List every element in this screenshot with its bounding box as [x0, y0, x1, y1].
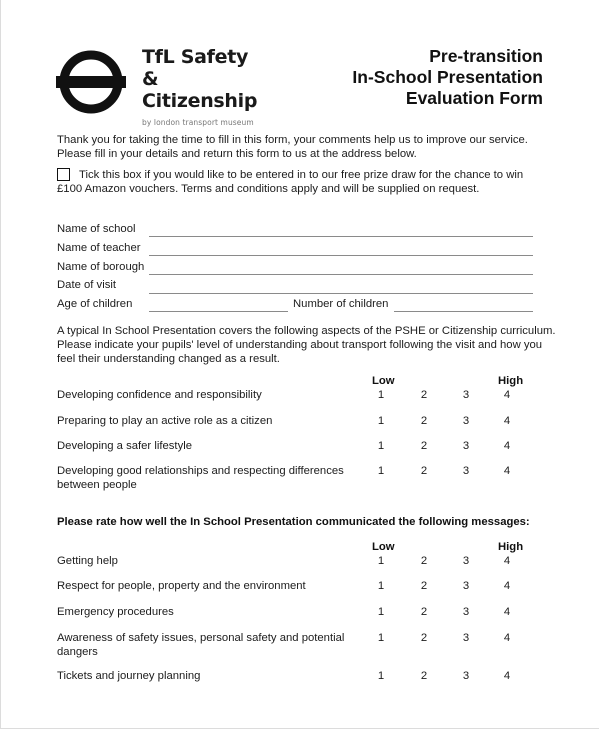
rating-4[interactable]: 4 [503, 389, 511, 401]
rating-1[interactable]: 1 [377, 670, 385, 682]
rating-3[interactable]: 3 [462, 670, 470, 682]
rating-3[interactable]: 3 [462, 440, 470, 452]
date-input[interactable] [149, 293, 533, 294]
number-input[interactable] [394, 311, 533, 312]
rating-4[interactable]: 4 [503, 415, 511, 427]
rating-2[interactable]: 2 [420, 555, 428, 567]
rating-1[interactable]: 1 [377, 555, 385, 567]
date-label: Date of visit [57, 279, 117, 291]
title-line-3: Evaluation Form [405, 88, 543, 108]
rating-3[interactable]: 3 [462, 389, 470, 401]
row-text: Awareness of safety issues, personal safety and potential dangers [57, 632, 345, 658]
rating-1[interactable]: 1 [377, 606, 385, 618]
intro-line-1: Thank you for taking the time to fill in this form, your comments help us to improve our service. [57, 134, 528, 146]
logo-line-1: TfL Safety & [142, 46, 249, 90]
rating-1[interactable]: 1 [377, 465, 385, 477]
rating-2[interactable]: 2 [420, 632, 428, 644]
school-input[interactable] [149, 236, 533, 237]
logo-line-2: Citizenship [142, 90, 258, 112]
rating-4[interactable]: 4 [503, 580, 511, 592]
rating-2[interactable]: 2 [420, 415, 428, 427]
rating-2[interactable]: 2 [420, 465, 428, 477]
prize-draw-option [57, 168, 557, 196]
rating-1[interactable]: 1 [377, 415, 385, 427]
rating-2[interactable]: 2 [420, 389, 428, 401]
rating-2[interactable]: 2 [420, 440, 428, 452]
roundel-icon [56, 47, 126, 117]
rating-2[interactable]: 2 [420, 670, 428, 682]
prize-draw-text-1: Tick this box if you would like to be entered in to our free prize draw for the chance to win [79, 169, 524, 181]
prize-draw-checkbox[interactable] [57, 168, 70, 181]
rating-2[interactable]: 2 [420, 606, 428, 618]
school-label: Name of school [57, 223, 136, 235]
rating-3[interactable]: 3 [462, 465, 470, 477]
row-text: Getting help [57, 555, 118, 567]
row-text: Developing a safer lifestyle [57, 440, 193, 452]
rating-4[interactable]: 4 [503, 670, 511, 682]
section1-description: A typical In School Presentation covers the following aspects of the PSHE or Citizenship curriculum. Please indicate your pupils' level of understanding about transport following the visit and how you feel their understanding changed as a result. [57, 325, 556, 365]
title-line-1: Pre-transition [429, 46, 543, 66]
intro-line-2: Please fill in your details and return this form to us at the address below. [57, 148, 417, 160]
section1-high-label: High [498, 375, 524, 387]
intro-text [57, 133, 557, 161]
prize-draw-text-2: £100 Amazon vouchers. Terms and conditions apply and will be supplied on request. [57, 183, 480, 195]
form-title [352, 46, 543, 109]
section2-heading: Please rate how well the In School Presentation communicated the following messages: [57, 516, 530, 528]
age-field [57, 298, 537, 314]
age-input[interactable] [149, 311, 288, 312]
teacher-field [57, 242, 537, 258]
rating-4[interactable]: 4 [503, 465, 511, 477]
section2-low-label: Low [372, 541, 395, 553]
borough-input[interactable] [149, 274, 533, 275]
rating-4[interactable]: 4 [503, 555, 511, 567]
rating-3[interactable]: 3 [462, 415, 470, 427]
date-field [57, 279, 537, 295]
title-line-2: In-School Presentation [352, 67, 543, 87]
rating-3[interactable]: 3 [462, 606, 470, 618]
teacher-label: Name of teacher [57, 242, 141, 254]
section1-low-label: Low [372, 375, 395, 387]
borough-label: Name of borough [57, 261, 145, 273]
rating-2[interactable]: 2 [420, 580, 428, 592]
rating-1[interactable]: 1 [377, 389, 385, 401]
rating-4[interactable]: 4 [503, 632, 511, 644]
section2-high-label: High [498, 541, 524, 553]
row-text: Respect for people, property and the environment [57, 580, 306, 592]
rating-3[interactable]: 3 [462, 632, 470, 644]
age-label: Age of children [57, 298, 133, 310]
row-text: Emergency procedures [57, 606, 174, 618]
tfl-logo [56, 42, 258, 127]
rating-1[interactable]: 1 [377, 632, 385, 644]
rating-1[interactable]: 1 [377, 440, 385, 452]
logo-subtitle: by london transport museum [142, 118, 254, 127]
borough-field [57, 261, 537, 277]
rating-3[interactable]: 3 [462, 555, 470, 567]
rating-1[interactable]: 1 [377, 580, 385, 592]
number-label: Number of children [293, 298, 389, 310]
rating-4[interactable]: 4 [503, 606, 511, 618]
row-text: Preparing to play an active role as a citizen [57, 415, 273, 427]
row-text: Developing good relationships and respecting differences between people [57, 465, 344, 491]
rating-3[interactable]: 3 [462, 580, 470, 592]
row-text: Tickets and journey planning [57, 670, 201, 682]
row-text: Developing confidence and responsibility [57, 389, 262, 401]
school-field [57, 223, 537, 239]
teacher-input[interactable] [149, 255, 533, 256]
rating-4[interactable]: 4 [503, 440, 511, 452]
